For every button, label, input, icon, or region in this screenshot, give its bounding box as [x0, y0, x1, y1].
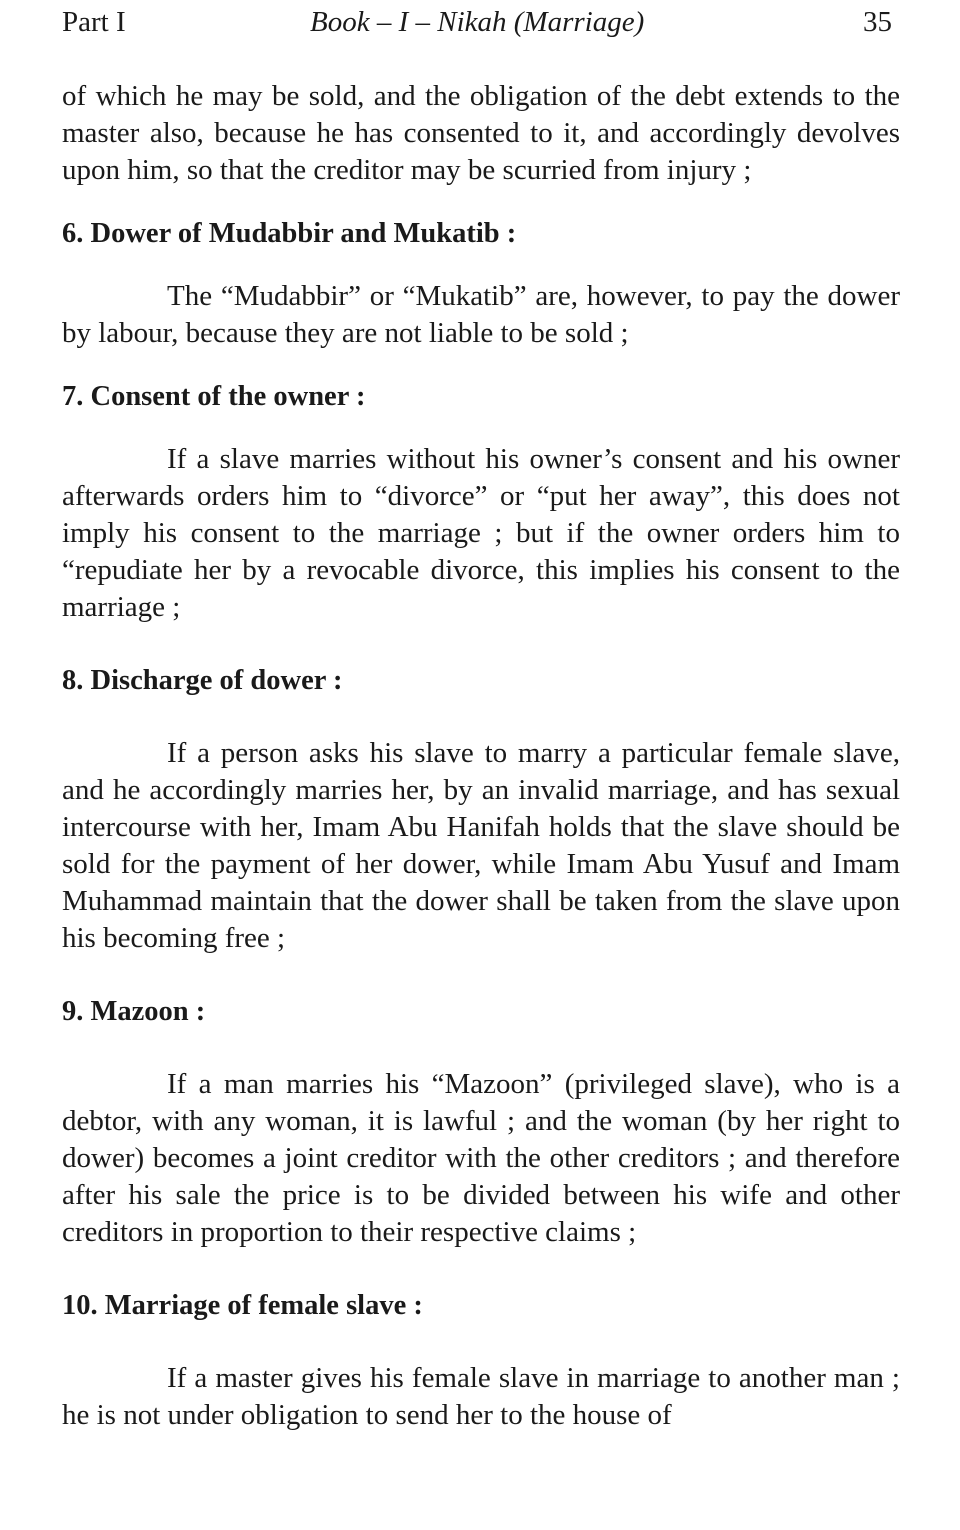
section-heading-8: 8. Discharge of dower :	[62, 665, 343, 696]
section-heading-10: 10. Marriage of female slave :	[62, 1290, 423, 1321]
section-body-7: If a slave marries without his owner’s consent and his owner afterwards orders him to “divorce” or “put her away”, this does not imply his consent to the marriage ; but if the owner orders him to “repudiate her by a revocable divorce, this implies his consent to the marriage ;	[62, 443, 900, 623]
intro-paragraph: of which he may be sold, and the obligation of the debt extends to the master also, because he has consented to it, and accordingly devolves upon him, so that the creditor may be scurried from injury ;	[62, 80, 900, 186]
book-page	[62, 0, 900, 1431]
section-body-9: If a man marries his “Mazoon” (privileged slave), who is a debtor, with any woman, it is lawful ; and the woman (by her right to dower) becomes a joint creditor with the other creditors ; and therefore after his sale the price is to be divided between his wife and other creditors in proportion to their respective claims ;	[62, 1068, 900, 1248]
section-body-6: The “Mudabbir” or “Mukatib” are, however, to pay the dower by labour, because they are not liable to be sold ;	[62, 280, 900, 349]
part-label: Part I	[62, 6, 126, 38]
page-number: 35	[863, 6, 892, 38]
section-body-10: If a master gives his female slave in marriage to another man ; he is not under obligation to send her to the house of	[62, 1362, 900, 1431]
section-body-8: If a person asks his slave to marry a particular female slave, and he accordingly marries her, by an invalid marriage, and has sexual intercourse with her, Imam Abu Hanifah holds that the slave should be sold for the payment of her dower, while Imam Abu Yusuf and Imam Muhammad maintain that the dower shall be taken from the slave upon his becoming free ;	[62, 737, 900, 954]
page-content	[62, 78, 900, 1434]
section-heading-9: 9. Mazoon :	[62, 996, 206, 1027]
section-heading-7: 7. Consent of the owner :	[62, 381, 366, 412]
page-header	[62, 0, 900, 56]
section-heading-6: 6. Dower of Mudabbir and Mukatib :	[62, 218, 517, 249]
book-title: Book – I – Nikah (Marriage)	[310, 6, 645, 38]
